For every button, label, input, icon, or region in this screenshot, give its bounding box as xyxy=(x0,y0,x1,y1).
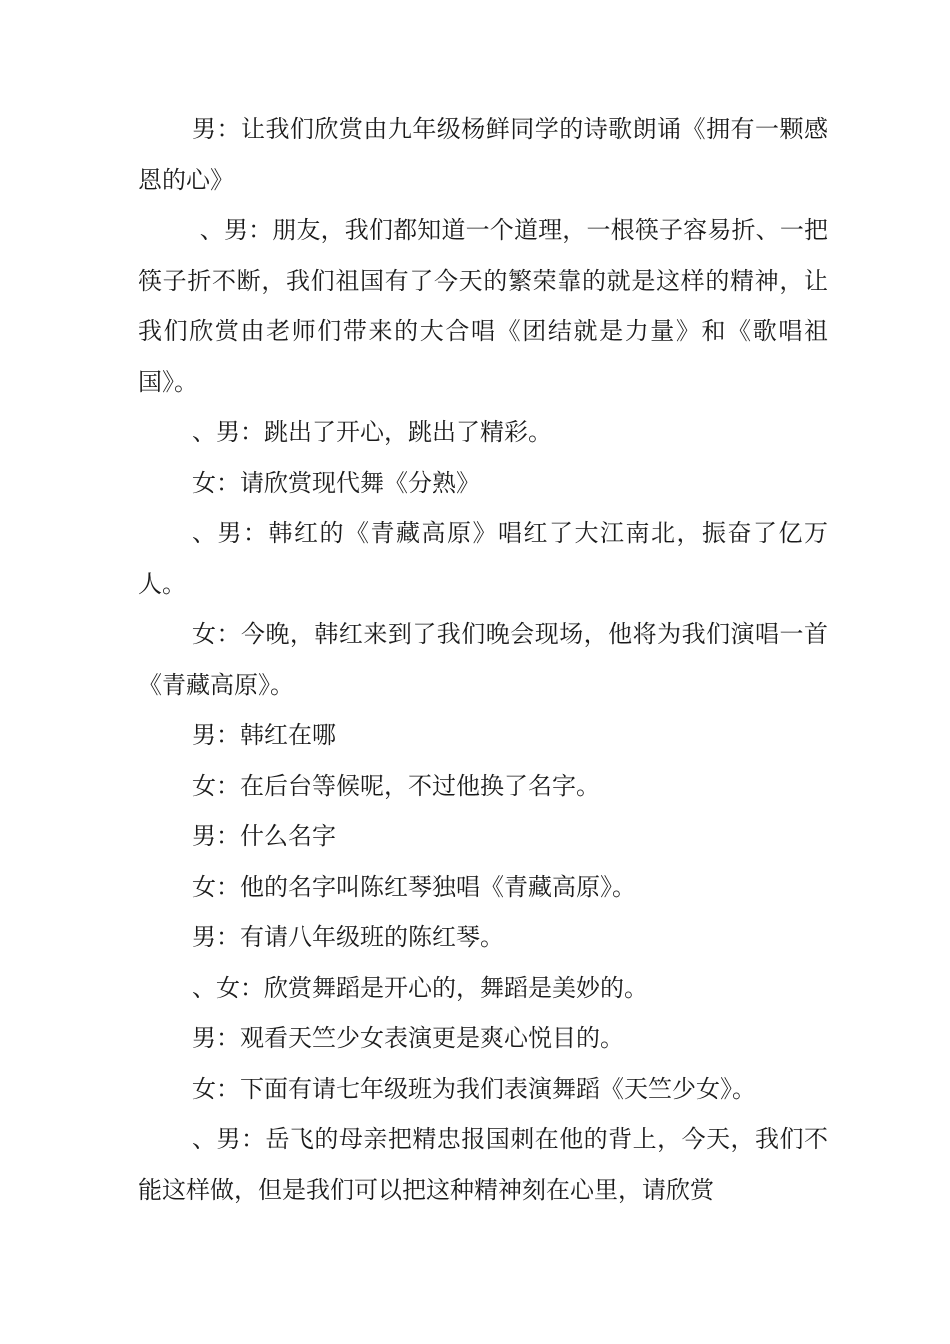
paragraph: 男：观看天竺少女表演更是爽心悦目的。 xyxy=(192,1024,624,1052)
paragraph: 、男：岳飞的母亲把精忠报国刺在他的背上，今天，我们不能这样做，但是我们可以把这种精神刻在心里，请欣赏 xyxy=(138,1125,828,1204)
paragraph: 女：请欣赏现代舞《分熟》 xyxy=(192,468,480,497)
paragraph: 女：他的名字叫陈红琴独唱《青藏高原》。 xyxy=(192,872,636,901)
paragraph: 女：在后台等候呢，不过他换了名字。 xyxy=(192,771,600,800)
paragraph: 、男：朋友，我们都知道一个道理，一根筷子容易折、一把筷子折不断，我们祖国有了今天的繁荣靠的就是这样的精神，让我们欣赏由老师们带来的大合唱《团结就是力量》和《歌唱祖国》。 xyxy=(138,216,828,396)
paragraph: 男：什么名字 xyxy=(192,822,336,850)
paragraph: 女：今晚，韩红来到了我们晚会现场，他将为我们演唱一首《青藏高原》。 xyxy=(138,620,828,699)
paragraph: 、男：跳出了开心，跳出了精彩。 xyxy=(192,418,552,446)
paragraph: 男：韩红在哪 xyxy=(192,721,336,749)
paragraph: 、女：欣赏舞蹈是开心的，舞蹈是美妙的。 xyxy=(192,973,648,1002)
document-body xyxy=(138,104,828,1215)
paragraph: 、男：韩红的《青藏高原》唱红了大江南北，振奋了亿万人。 xyxy=(138,519,828,598)
paragraph: 男：让我们欣赏由九年级杨鲜同学的诗歌朗诵《拥有一颗感恩的心》 xyxy=(138,115,828,194)
paragraph: 男：有请八年级班的陈红琴。 xyxy=(192,923,504,951)
paragraph: 女：下面有请七年级班为我们表演舞蹈《天竺少女》。 xyxy=(192,1074,756,1103)
